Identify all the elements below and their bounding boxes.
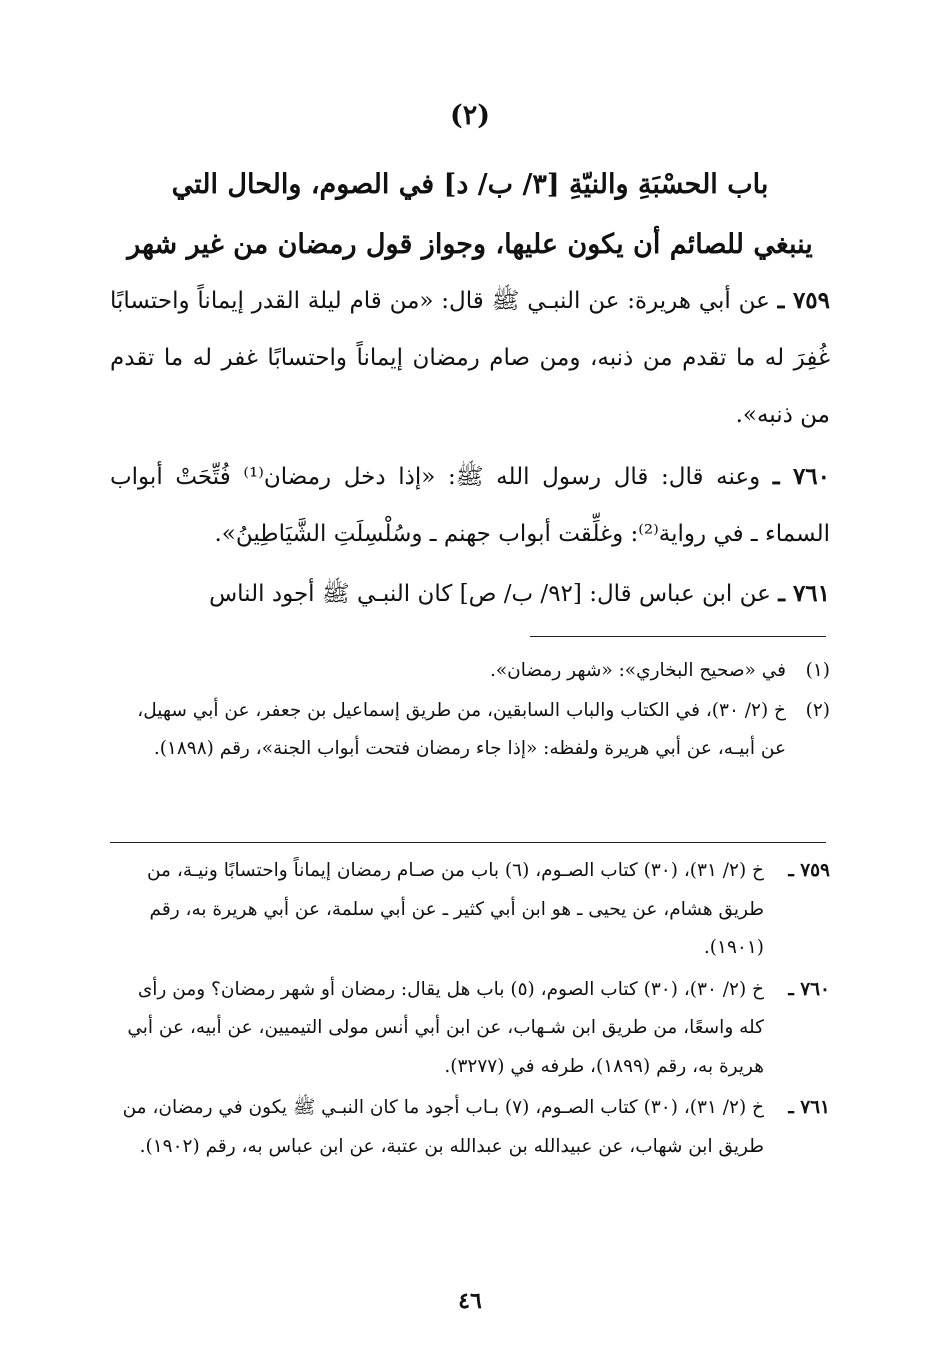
heading-line-2: ينبغي للصائم أن يكون عليها، وجواز قول رمضان من غير شهر — [127, 229, 813, 260]
source-760 — [110, 971, 830, 1087]
footnote-text: خ (٢/ ٣٠)، في الكتاب والباب السابقين، من طريق إسماعيل بن جعفر، عن أبي سهيل، عن أبيـه، عن أبي هريرة ولفظه: «إذا جاء رمضان فتحت أبواب الجنة»، رقم (١٨٩٨). — [137, 700, 786, 759]
source-759 — [110, 852, 830, 968]
hadith-number: ٧٥٩ ـ — [777, 287, 830, 314]
footnote-1 — [110, 652, 830, 690]
source-number: ٧٥٩ ـ — [788, 860, 830, 881]
footnote-2 — [110, 692, 830, 768]
hadith-text: عن أبي هريرة: عن النبـي ﷺ قال: «من قام ليلة القدر إيماناً واحتسابًا غُفِرَ له ما تقدم من ذنبه، ومن صام رمضان إيماناً واحتسابًا غفر له ما تقدم من ذنبه». — [110, 288, 830, 428]
hadith-text: عن ابن عباس قال: [٩٢/ ب/ ص] كان النبـي ﷺ أجود الناس — [209, 581, 771, 607]
heading-line-1: باب الحسْبَةِ والنيّةِ [٣/ ب/ د] في الصوم، والحال التي — [171, 169, 769, 200]
footnote-text: في «صحيح البخاري»: «شهر رمضان». — [489, 660, 786, 681]
source-761 — [110, 1089, 830, 1166]
source-text: خ (٢/ ٣١)، (٣٠) كتاب الصـوم، (٦) باب من صـام رمضان إيماناً واحتسابًا ونيـة، من طريق هشام، عن يحيى ـ هو ابن أبي كثير ـ عن أبي سلمة، عن أبي هريرة به، رقم (١٩٠١). — [146, 860, 764, 958]
hadith-759 — [110, 272, 830, 444]
source-text: خ (٢/ ٣١)، (٣٠) كتاب الصـوم، (٧) بـاب أجود ما كان النبـي ﷺ يكون في رمضان، من طريق ابن شهاب، عن عبيدالله بن عبدالله بن عتبة، عن ابن عباس به، رقم (١٩٠٢). — [122, 1097, 764, 1157]
chapter-number: (٢) — [449, 100, 491, 131]
source-number: ٧٦١ ـ — [788, 1097, 830, 1118]
footnote-divider — [530, 636, 826, 637]
hadith-760 — [110, 448, 830, 563]
footnotes — [110, 652, 830, 768]
hadith-761 — [110, 565, 830, 623]
source-text: خ (٢/ ٣٠)، (٣٠) كتاب الصوم، (٥) باب هل يقال: رمضان أو شهر رمضان؟ ومن رأى كله واسعًا، من طريق ابن شـهاب، عن ابن أبي أنس مولى التيميين، عن أبيه، عن أبي هريرة به، رقم (١٨٩٩)، طرفه في (٣٢٧٧). — [127, 978, 764, 1077]
source-number: ٧٦٠ ـ — [788, 978, 830, 1000]
chapter-heading — [110, 155, 830, 275]
hadith-number: ٧٦١ ـ — [778, 580, 830, 607]
source-notes — [110, 852, 830, 1169]
footnote-mark: (٢) — [805, 700, 830, 721]
footnote-mark: (١) — [805, 660, 830, 681]
hadith-text: وعنه قال: قال رسول الله ﷺ: «إذا دخل رمضان⁽¹⁾ فُتِّحَتْ أبواب السماء ـ في رواية⁽²⁾: وغلِّقت أبواب جهنم ـ وسُلْسِلَتِ الشَّيَاطِينُ». — [110, 464, 830, 547]
page-number: ٤٦ — [458, 1288, 482, 1314]
sources-divider — [110, 842, 826, 843]
hadith-number: ٧٦٠ ـ — [772, 463, 830, 490]
